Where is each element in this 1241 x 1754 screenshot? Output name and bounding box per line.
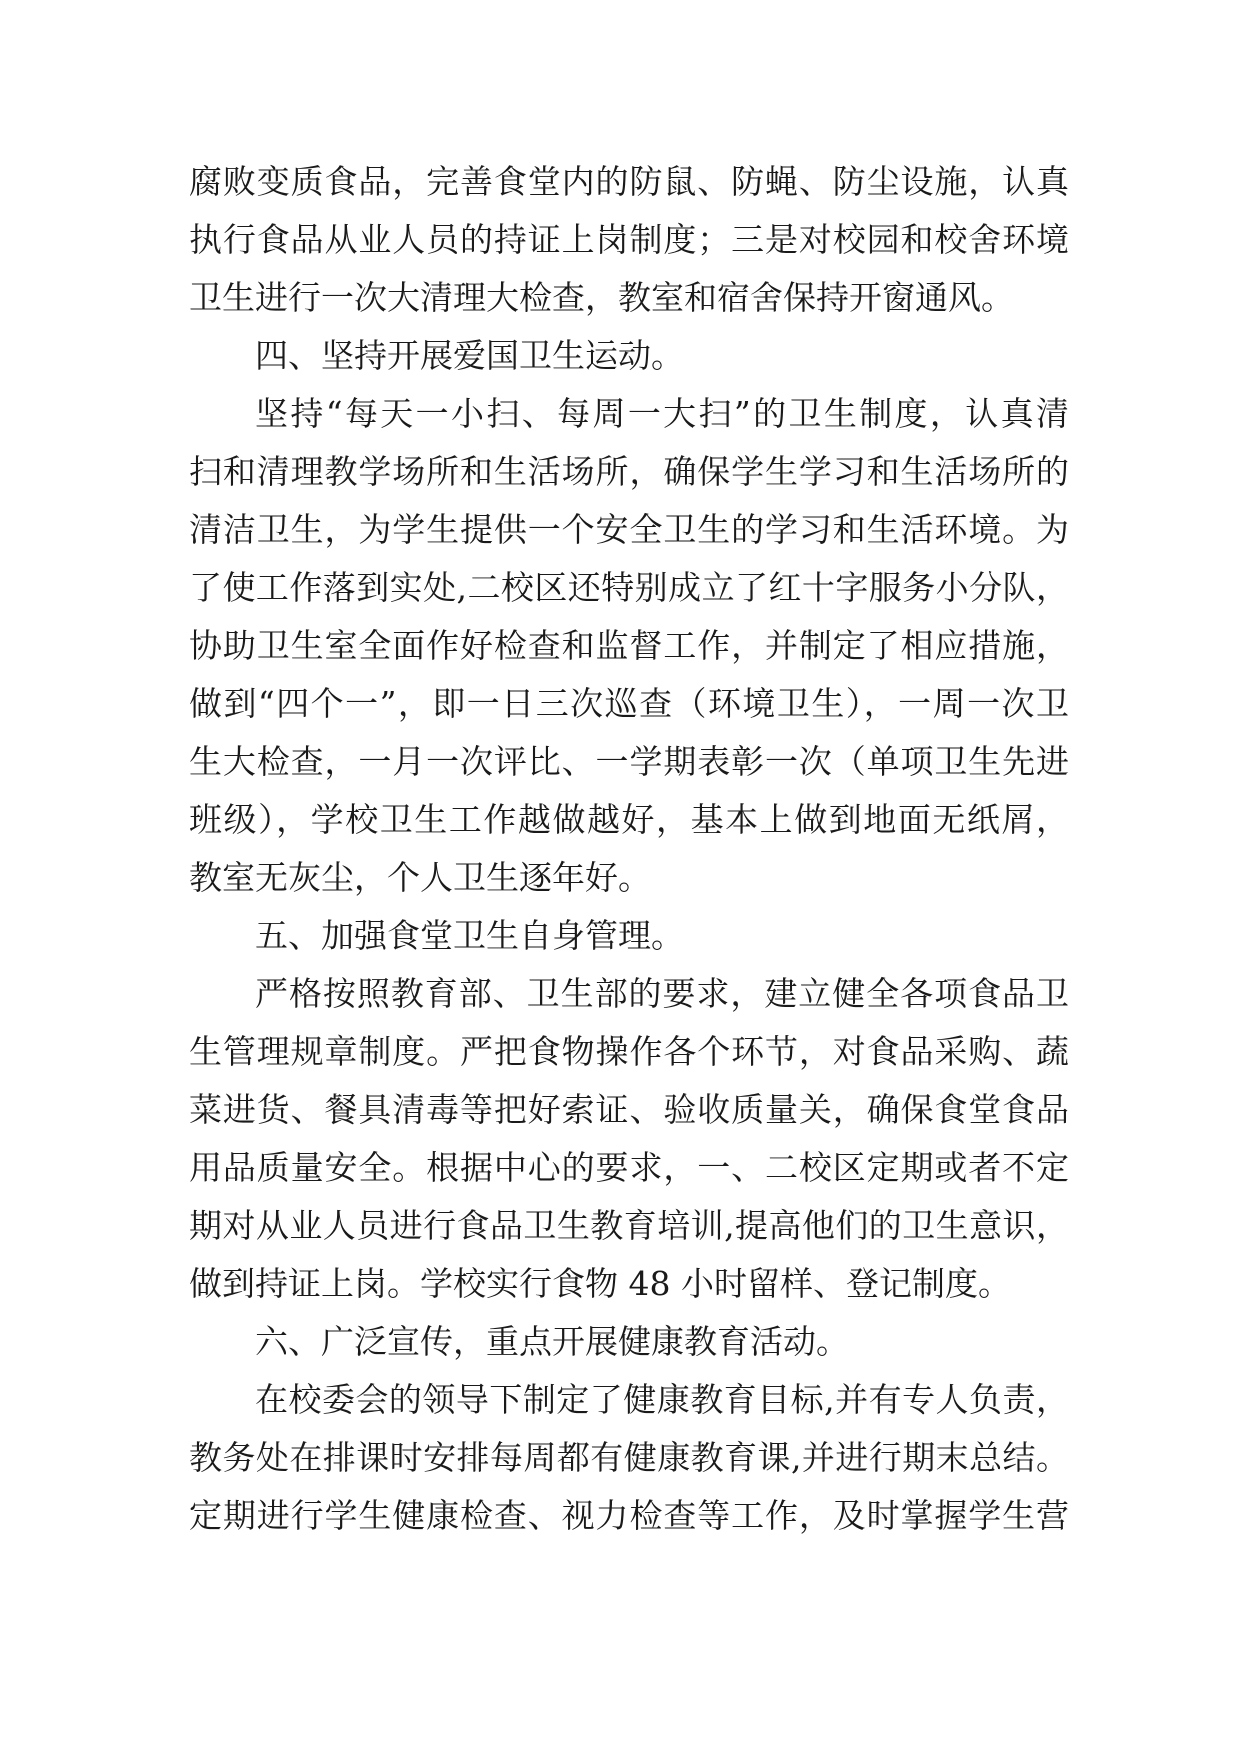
text-line: 班级），学校卫生工作越做越好，基本上做到地面无纸屑，	[189, 800, 1069, 839]
text-line: 执行食品从业人员的持证上岗制度；三是对校园和校舍环境	[189, 220, 1069, 259]
text-line: 期对从业人员进行食品卫生教育培训,提高他们的卫生意识，	[189, 1206, 1069, 1245]
document-body	[189, 153, 1069, 1545]
text-line: 做到“四个一”，即一日三次巡查（环境卫生），一周一次卫	[189, 684, 1069, 723]
paragraph-first-line: 在校委会的领导下制定了健康教育目标,并有专人负责，	[255, 1380, 1069, 1419]
text-line: 生管理规章制度。严把食物操作各个环节，对食品采购、蔬	[189, 1032, 1069, 1071]
text-line: 生大检查，一月一次评比、一学期表彰一次（单项卫生先进	[189, 742, 1069, 781]
text-line: 用品质量安全。根据中心的要求，一、二校区定期或者不定	[189, 1148, 1069, 1187]
text-line: 教务处在排课时安排每周都有健康教育课,并进行期末总结。	[189, 1438, 1069, 1477]
text-line: 定期进行学生健康检查、视力检查等工作，及时掌握学生营	[189, 1496, 1069, 1535]
text-line: 腐败变质食品，完善食堂内的防鼠、防蝇、防尘设施，认真	[189, 162, 1069, 201]
section-heading: 五、加强食堂卫生自身管理。	[255, 916, 684, 955]
paragraph-first-line: 坚持“每天一小扫、每周一大扫”的卫生制度，认真清	[255, 394, 1069, 433]
section-heading: 四、坚持开展爱国卫生运动。	[255, 336, 684, 375]
text-line: 教室无灰尘，个人卫生逐年好。	[189, 858, 651, 897]
text-line: 协助卫生室全面作好检查和监督工作，并制定了相应措施，	[189, 626, 1069, 665]
text-line: 菜进货、餐具清毒等把好索证、验收质量关，确保食堂食品	[189, 1090, 1069, 1129]
text-line: 做到持证上岗。学校实行食物 48 小时留样、登记制度。	[189, 1264, 1011, 1303]
text-line: 了使工作落到实处,二校区还特别成立了红十字服务小分队，	[189, 568, 1069, 607]
text-line: 清洁卫生，为学生提供一个安全卫生的学习和生活环境。为	[189, 510, 1069, 549]
text-line: 扫和清理教学场所和生活场所，确保学生学习和生活场所的	[189, 452, 1069, 491]
section-heading: 六、广泛宣传，重点开展健康教育活动。	[255, 1322, 849, 1361]
paragraph-first-line: 严格按照教育部、卫生部的要求，建立健全各项食品卫	[255, 974, 1069, 1013]
text-line: 卫生进行一次大清理大检查，教室和宿舍保持开窗通风。	[189, 278, 1014, 317]
